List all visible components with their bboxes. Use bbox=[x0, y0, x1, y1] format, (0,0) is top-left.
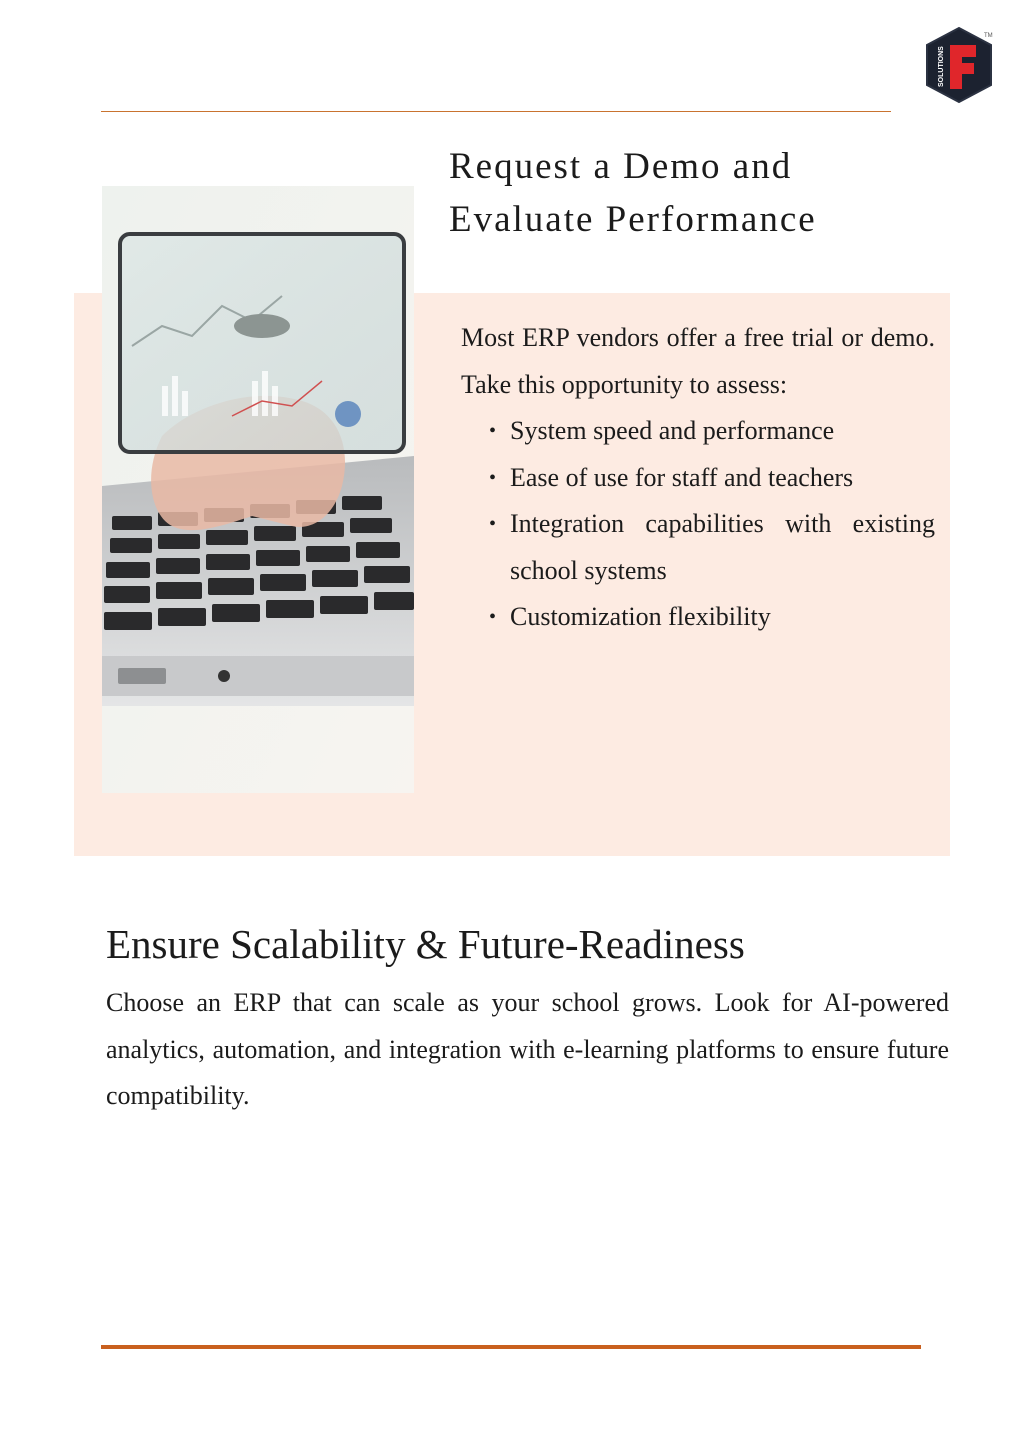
bullet-item bbox=[461, 455, 935, 502]
scalability-heading: Ensure Scalability & Future-Readiness bbox=[106, 921, 745, 967]
laptop-analytics-photo bbox=[102, 186, 414, 793]
bullet-icon: • bbox=[489, 466, 497, 489]
scalability-paragraph: Choose an ERP that can scale as your school grows. Look for AI-powered analytics, automation, and integration with e-learning platforms to ensure future compatibility. bbox=[106, 988, 949, 1110]
demo-title-line-1: Request a Demo and bbox=[449, 146, 793, 187]
bullet-item bbox=[461, 501, 935, 594]
bullet-text: System speed and performance bbox=[510, 416, 835, 445]
bullet-item bbox=[461, 594, 935, 641]
logo-solutions-text: SOLUTIONS bbox=[938, 46, 945, 87]
demo-intro-paragraph: Most ERP vendors offer a free trial or demo. Take this opportunity to assess: bbox=[461, 323, 935, 399]
demo-title-line-2: Evaluate Performance bbox=[449, 199, 817, 240]
demo-section-title bbox=[449, 140, 909, 246]
demo-bullet-list bbox=[461, 408, 935, 641]
bullet-item bbox=[461, 408, 935, 455]
bottom-divider bbox=[101, 1345, 921, 1349]
bullet-text: Ease of use for staff and teachers bbox=[510, 462, 854, 492]
bullet-icon: • bbox=[489, 513, 497, 535]
top-divider bbox=[101, 111, 891, 112]
bullet-icon: • bbox=[489, 606, 497, 628]
bullet-icon: • bbox=[489, 420, 497, 442]
demo-section-body bbox=[461, 315, 935, 641]
bullet-text: Integration capabilities with existing school systems bbox=[510, 509, 935, 585]
brand-logo bbox=[920, 25, 998, 107]
bullet-text: Customization flexibility bbox=[510, 602, 771, 631]
logo-tm-text: TM bbox=[984, 33, 993, 39]
